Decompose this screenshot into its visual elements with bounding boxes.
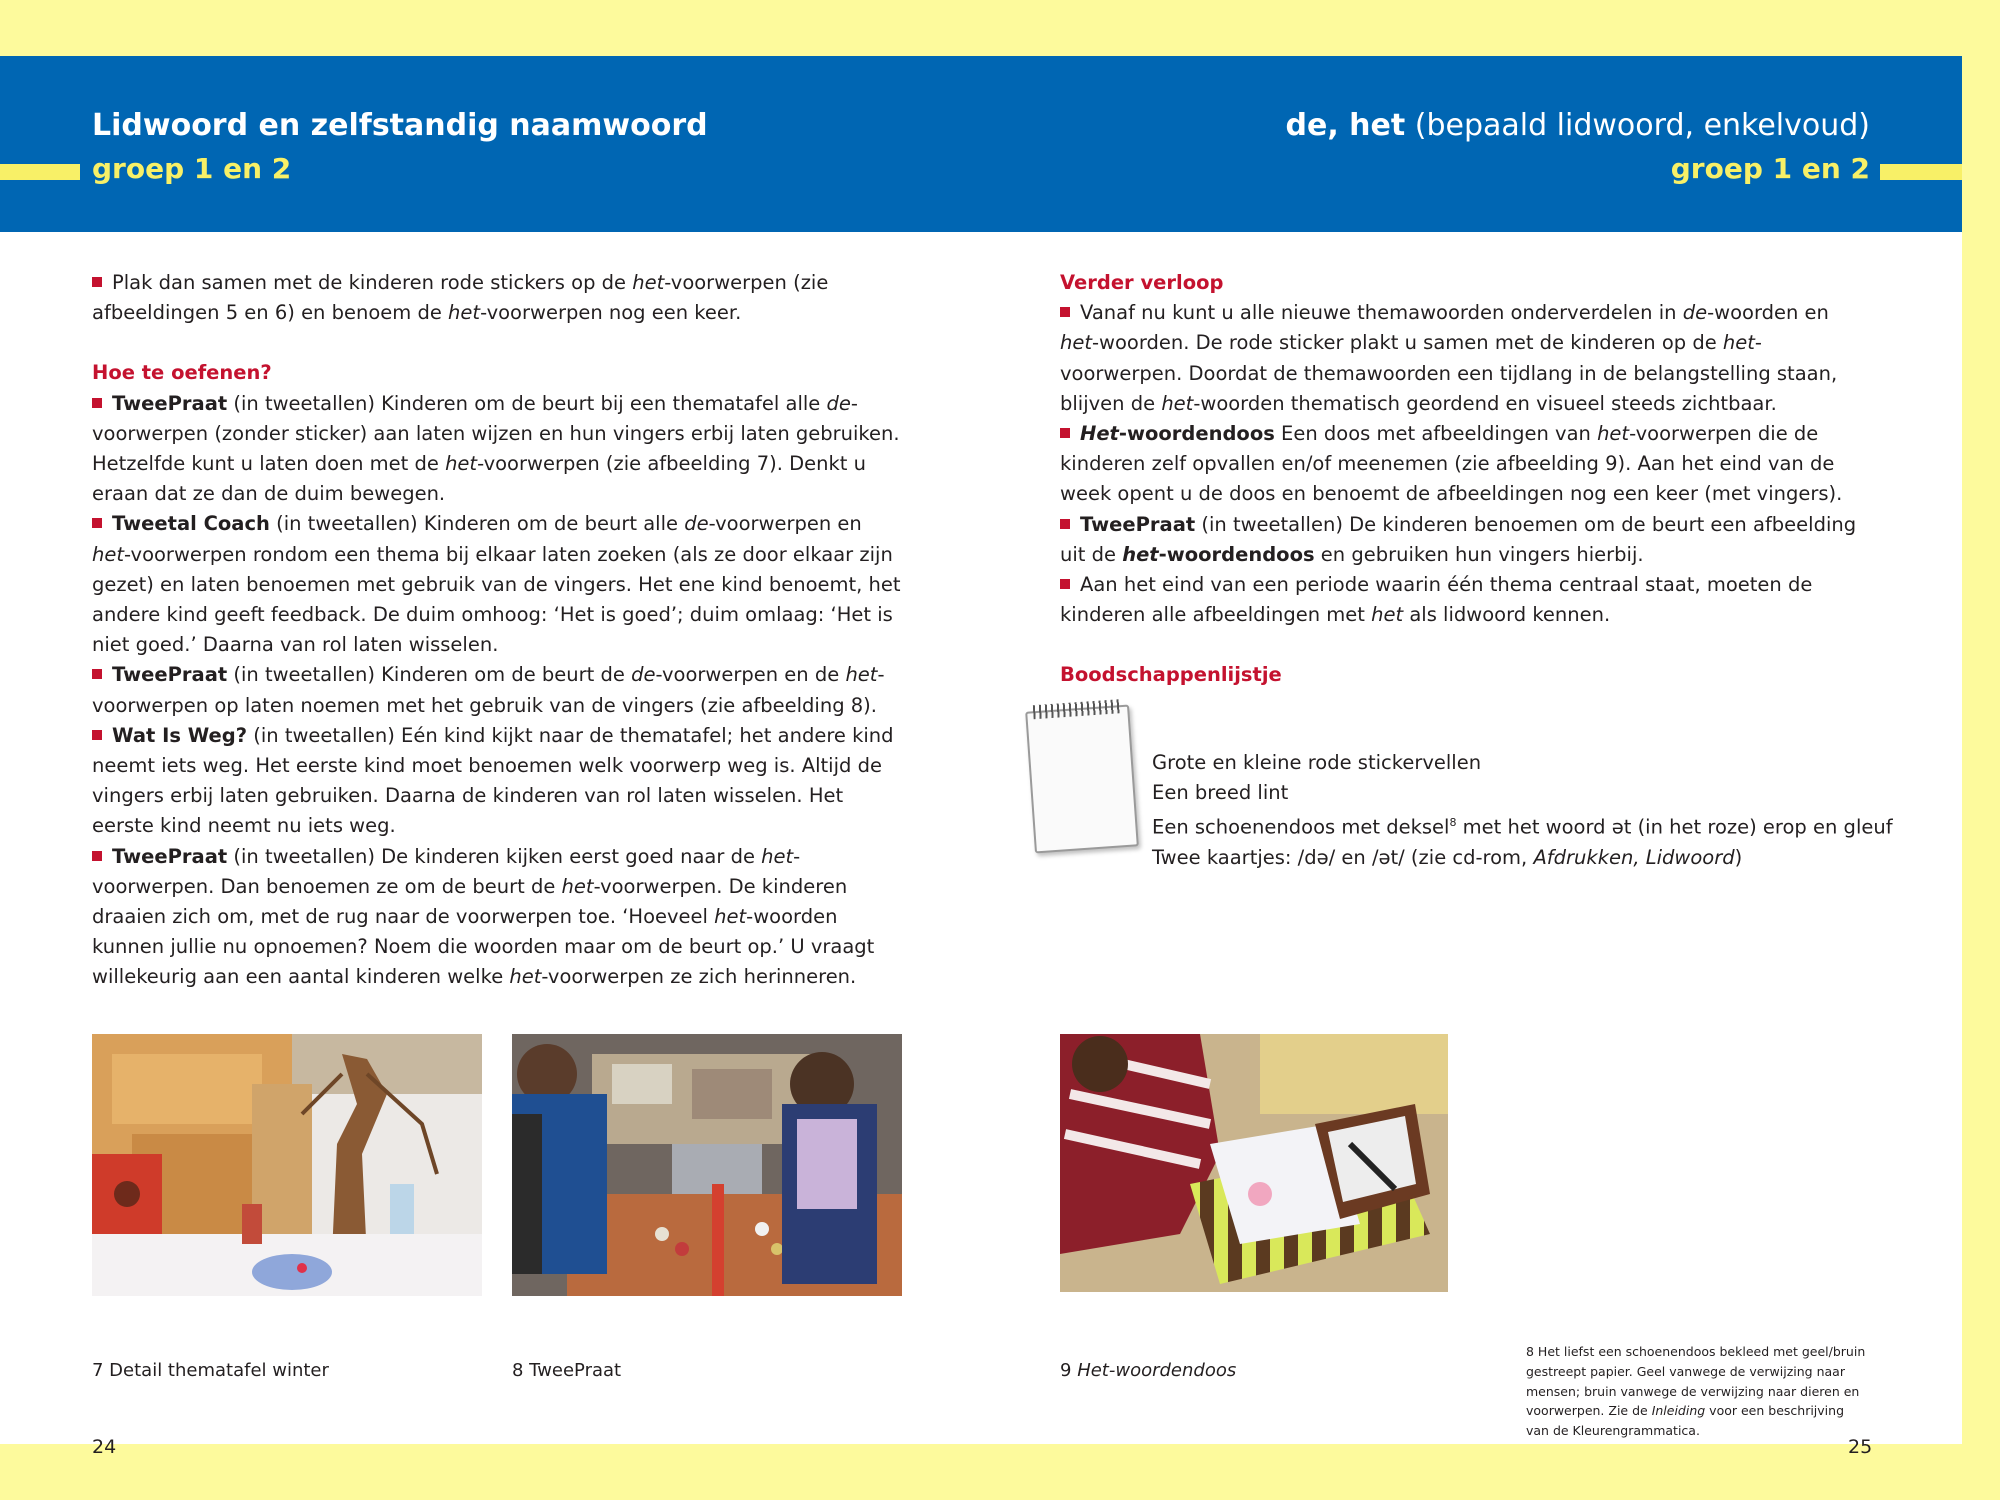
bullet-icon <box>92 730 102 740</box>
shopping-heading: Boodschappenlijstje <box>1060 663 1282 687</box>
caption-photo-7: 7 Detail thematafel winter <box>92 1360 329 1381</box>
yellow-stripe-left <box>0 164 80 180</box>
oefenen-heading: Hoe te oefenen? <box>92 361 272 385</box>
activity-item: Wat Is Weg? (in tweetallen) Eén kind kijkt naar de thematafel; het andere kind neemt iets weg. Het eerste kind moet benoemen welk voorwerp weg is. Altijd de vingers erbij laten gebruiken. Daarna de kinderen van rol laten wisselen. Het eerste kind neemt nu iets weg. <box>92 723 894 838</box>
activity-item: TweePraat (in tweetallen) Kinderen om de beurt bij een thematafel alle de-voorwerpen (zonder sticker) aan laten wijzen en hun vingers erbij laten gebruiken. Hetzelfde kunt u laten doen met de het-voorwerpen (zie afbeelding 7). Denkt u eraan dat ze dan de duim bewegen. <box>92 391 900 506</box>
verloop-heading: Verder verloop <box>1060 271 1224 294</box>
photo-tweepraat <box>512 1034 902 1296</box>
right-page-title: de, het (bepaald lidwoord, enkelvoud) <box>1285 108 1870 143</box>
notepad-icon <box>1025 705 1139 854</box>
bullet-icon <box>92 518 102 528</box>
shopping-item: Een breed lint <box>1152 781 1289 805</box>
caption-photo-9: 9 Het-woordendoos <box>1060 1360 1237 1381</box>
shopping-item: Twee kaartjes: /də/ en /ət/ (zie cd-rom, Afdrukken, Lidwoord) <box>1152 846 1743 870</box>
right-column <box>1060 268 1872 691</box>
bullet-icon <box>92 851 102 861</box>
shopping-list <box>1152 748 1893 873</box>
bullet-icon <box>92 277 102 287</box>
bullet-icon <box>1060 579 1070 589</box>
intro-paragraph: Plak dan samen met de kinderen rode stickers op de het-voorwerpen (zie afbeeldingen 5 en 6) en benoem de het-voorwerpen nog een keer. <box>92 271 829 325</box>
left-page-title: Lidwoord en zelfstandig naamwoord <box>92 108 708 143</box>
bullet-icon <box>92 398 102 408</box>
header-banner <box>0 56 1962 232</box>
left-group-label: groep 1 en 2 <box>92 152 292 185</box>
shopping-item: Grote en kleine rode stickervellen <box>1152 751 1482 774</box>
yellow-stripe-right <box>1880 164 1962 180</box>
bullet-icon <box>1060 307 1070 317</box>
bullet-icon <box>92 669 102 679</box>
right-group-label: groep 1 en 2 <box>1670 152 1870 185</box>
footnote: 8 Het liefst een schoenendoos bekleed met geel/bruin gestreept papier. Geel vanwege de verwijzing naar mensen; bruin vanwege de verwijzing naar dieren en voorwerpen. Zie de Inleiding voor een beschrijving van de Kleurengrammatica. <box>1526 1344 1866 1439</box>
page-number-right: 25 <box>1848 1436 1873 1458</box>
activity-item: TweePraat (in tweetallen) De kinderen kijken eerst goed naar de het-voorwerpen. Dan benoemen ze om de beurt de het-voorwerpen. De kinderen draaien zich om, met de rug naar de voorwerpen toe. ‘Hoeveel het-woorden kunnen jullie nu opnoemen? Noem die woorden maar om de beurt op.’ U vraagt willekeurig aan een aantal kinderen welke het-voorwerpen ze zich herinneren. <box>92 844 875 989</box>
book-spread <box>0 56 1962 1458</box>
verloop-item: Vanaf nu kunt u alle nieuwe themawoorden onderverdelen in de-woorden en het-woorden. De rode sticker plakt u samen met de kinderen op de het-voorwerpen. Doordat de themawoorden een tijdlang in de belangstelling staan, blijven de het-woorden thematisch geordend en visueel steeds zichtbaar. <box>1060 301 1838 415</box>
page-number-left: 24 <box>92 1436 117 1458</box>
verloop-item: Aan het eind van een periode waarin één thema centraal staat, moeten de kinderen alle afbeeldingen met het als lidwoord kennen. <box>1060 573 1813 627</box>
left-column <box>92 268 902 993</box>
activity-item: TweePraat (in tweetallen) Kinderen om de beurt de de-voorwerpen en de het-voorwerpen op laten noemen met het gebruik van de vingers (zie afbeelding 8). <box>92 663 885 717</box>
caption-photo-8: 8 TweePraat <box>512 1360 622 1381</box>
verloop-item: Het-woordendoos Een doos met afbeeldingen van het-voorwerpen die de kinderen zelf opvallen en/of meenemen (zie afbeelding 9). Aan het eind van de week opent u de doos en benoemt de afbeeldingen nog een keer (met vingers). <box>1060 422 1843 506</box>
bullet-icon <box>1060 428 1070 438</box>
verloop-item: TweePraat (in tweetallen) De kinderen benoemen om de beurt een afbeelding uit de het-woordendoos en gebruiken hun vingers hierbij. <box>1060 512 1857 566</box>
photo-thematafel-winter <box>92 1034 482 1296</box>
shopping-item: Een schoenendoos met deksel$^8$ met het woord ət (in het roze) erop en gleuf <box>1152 815 1893 839</box>
bullet-icon <box>1060 519 1070 529</box>
activity-item: Tweetal Coach (in tweetallen) Kinderen om de beurt alle de-voorwerpen en het-voorwerpen rondom een thema bij elkaar laten zoeken (als ze door elkaar zijn gezet) en laten benoemen met gebruik van de vingers. Het ene kind benoemt, het andere kind geeft feedback. De duim omhoog: ‘Het is goed’; duim omlaag: ‘Het is niet goed.’ Daarna van rol laten wisselen. <box>92 512 901 657</box>
photo-het-woordendoos <box>1060 1034 1448 1292</box>
